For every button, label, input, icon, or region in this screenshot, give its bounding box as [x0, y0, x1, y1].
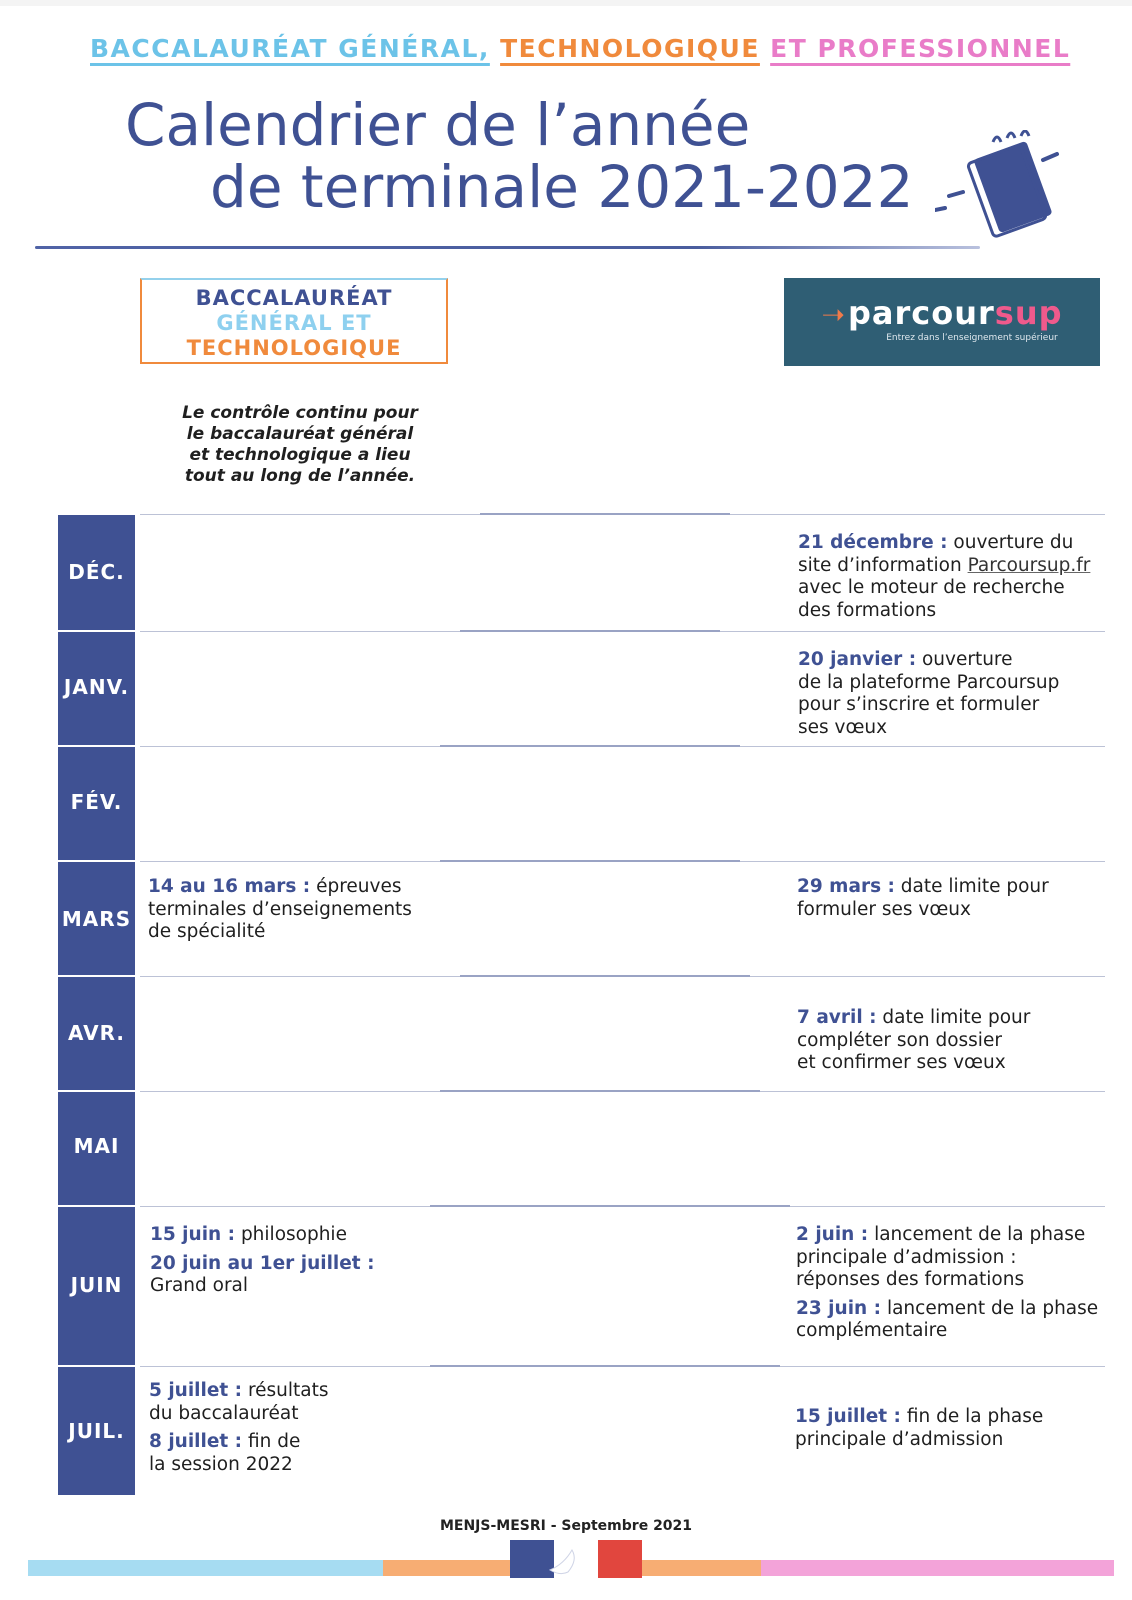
month-label-feb: FÉV.	[70, 790, 123, 814]
jul-ps-text: principale d’admission	[795, 1428, 1004, 1450]
bac-general-techno-box	[140, 278, 448, 364]
month-block-jun	[58, 1207, 135, 1365]
jun-ps-text: réponses des formations	[796, 1269, 1025, 1290]
jun-ps-date: 2 juin :	[796, 1224, 869, 1245]
bac-box-line-1: BACCALAURÉAT	[195, 286, 393, 310]
jul-bac-text: du baccalauréat	[149, 1402, 299, 1424]
row-divider	[140, 1206, 1105, 1207]
month-block-mar	[58, 862, 135, 975]
apr-text: compléter son dossier	[797, 1029, 1002, 1051]
mar-ps-text: formuler ses vœux	[797, 898, 971, 920]
dec-text: ouverture du	[947, 532, 1074, 553]
mar-ps-date: 29 mars :	[797, 876, 895, 897]
title-line-2: de terminale 2021-2022	[210, 153, 914, 221]
apr-text: date limite pour	[876, 1007, 1031, 1028]
dec-date: 21 décembre :	[798, 532, 948, 553]
mar-bac-text: épreuves	[310, 876, 402, 897]
apr-parcoursup-entry	[797, 1007, 1097, 1075]
mar-bac-text: terminales d’enseignements	[148, 898, 412, 920]
jun-bac-entry	[150, 1224, 450, 1298]
jan-parcoursup-entry	[798, 649, 1098, 739]
row-divider	[140, 1366, 1105, 1367]
month-block-feb	[58, 747, 135, 860]
jun-ps-text: principale d’admission :	[796, 1246, 1017, 1268]
jul-bac-text: résultats	[242, 1380, 329, 1401]
jan-text: pour s’inscrire et formuler	[798, 694, 1040, 715]
jul-ps-date: 15 juillet :	[795, 1406, 901, 1427]
month-label-mar: MARS	[61, 907, 132, 931]
row-divider	[140, 976, 1105, 977]
dec-text: site d’information	[798, 554, 968, 576]
jul-bac-date: 5 juillet :	[149, 1380, 243, 1401]
jul-bac-text: la session 2022	[149, 1453, 293, 1475]
jul-bac-date: 8 juillet :	[149, 1431, 243, 1452]
month-label-jun: JUIN	[70, 1273, 123, 1297]
jun-ps-text: lancement de la phase	[881, 1297, 1099, 1319]
kicker-technologique: TECHNOLOGIQUE	[500, 34, 760, 63]
calendar-icon	[935, 130, 1065, 240]
title-line-1: Calendrier de l’année	[125, 91, 751, 159]
parcoursup-arrow-icon: ➝	[821, 298, 846, 331]
month-block-apr	[58, 977, 135, 1090]
jul-bac-text: fin de	[242, 1431, 301, 1452]
mar-bac-entry	[148, 876, 448, 944]
jun-bac-date: 20 juin au 1er juillet :	[150, 1252, 375, 1274]
dec-parcoursup-entry	[798, 532, 1098, 622]
parcoursup-tagline: Entrez dans l’enseignement supérieur	[886, 333, 1058, 343]
parcoursup-link[interactable]: Parcoursup.fr	[967, 554, 1091, 576]
mar-ps-text: date limite pour	[894, 876, 1049, 897]
row-divider	[140, 514, 1105, 515]
month-block-may	[58, 1092, 135, 1205]
month-block-jan	[58, 632, 135, 745]
month-label-may: MAI	[73, 1134, 120, 1158]
jan-text: ses vœux	[798, 716, 888, 738]
jan-text: de la plateforme Parcoursup	[798, 671, 1060, 693]
parcoursup-text-part-2: sup	[994, 294, 1063, 332]
bac-box-line-2: GÉNÉRAL ET	[216, 311, 372, 335]
jul-bac-entry	[149, 1380, 449, 1476]
document-kicker	[90, 34, 1070, 63]
month-block-dec	[58, 515, 135, 630]
jun-ps-date: 23 juin :	[796, 1297, 882, 1319]
dec-text: des formations	[798, 599, 937, 621]
bottom-stripe-pink	[761, 1560, 1114, 1576]
kicker-general: BACCALAURÉAT GÉNÉRAL,	[90, 34, 490, 63]
month-label-dec: DÉC.	[68, 560, 125, 584]
title-underline	[35, 246, 980, 249]
parcoursup-text-part-1: parcour	[847, 294, 995, 332]
intro-text: Le contrôle continu pour le baccalauréat général et technologique a lieu tout au long de l’année.	[182, 403, 418, 486]
mar-bac-text: de spécialité	[148, 921, 266, 942]
jun-ps-text: lancement de la phase	[868, 1224, 1086, 1245]
bac-box-line-3: TECHNOLOGIQUE	[186, 336, 402, 360]
jun-bac-date: 15 juin :	[150, 1224, 236, 1245]
parcoursup-wordmark	[784, 296, 1100, 332]
row-divider	[140, 746, 1105, 747]
jun-bac-text: philosophie	[235, 1224, 347, 1245]
month-label-jul: JUIL.	[68, 1419, 125, 1443]
apr-text: et confirmer ses vœux	[797, 1052, 1006, 1073]
mar-bac-date: 14 au 16 mars :	[148, 876, 311, 897]
month-label-apr: AVR.	[68, 1021, 125, 1045]
jul-ps-text: fin de la phase	[900, 1406, 1044, 1427]
row-divider	[140, 631, 1105, 632]
jan-date: 20 janvier :	[798, 649, 917, 670]
jun-ps-text: complémentaire	[796, 1320, 948, 1341]
top-edge	[0, 0, 1132, 6]
row-divider	[140, 1091, 1105, 1092]
row-divider	[140, 861, 1105, 862]
dec-text: avec le moteur de recherche	[798, 577, 1065, 598]
jun-bac-text: Grand oral	[150, 1275, 249, 1296]
month-block-jul	[58, 1367, 135, 1495]
footer-credit: MENJS-MESRI - Septembre 2021	[439, 1518, 693, 1534]
jun-parcoursup-entry	[796, 1224, 1106, 1343]
kicker-professionnel: ET PROFESSIONNEL	[770, 34, 1071, 63]
jul-parcoursup-entry	[795, 1406, 1095, 1451]
bottom-stripe-blue	[28, 1560, 383, 1576]
apr-date: 7 avril :	[797, 1007, 877, 1028]
jan-text: ouverture	[916, 649, 1013, 670]
parcoursup-logo	[784, 278, 1100, 366]
month-label-jan: JANV.	[63, 675, 130, 699]
mar-parcoursup-entry	[797, 876, 1097, 921]
marianne-flag-icon	[510, 1540, 642, 1578]
